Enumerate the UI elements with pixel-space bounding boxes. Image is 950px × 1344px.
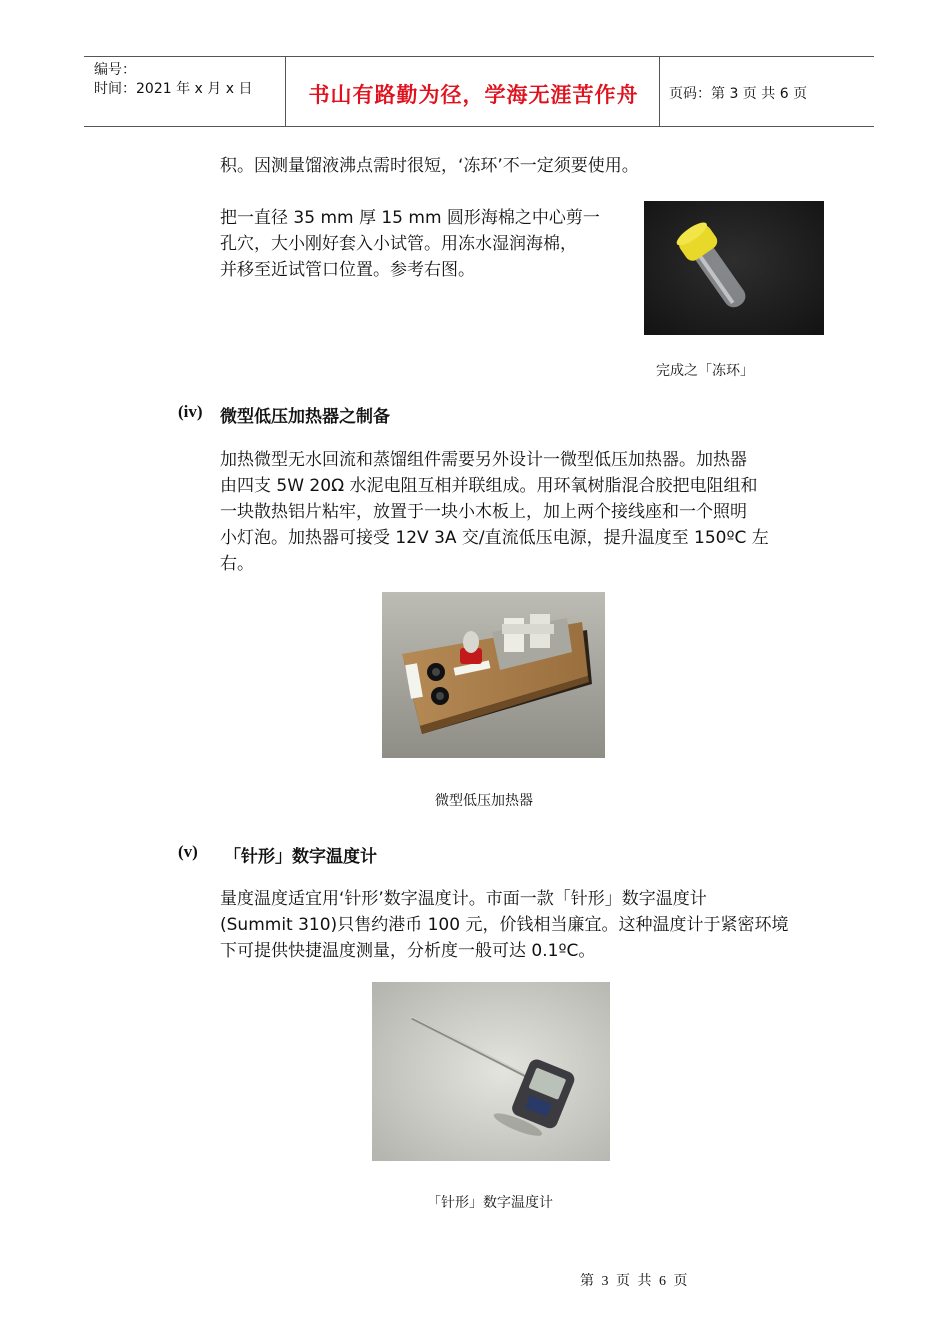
section-title: 「针形」数字温度计: [224, 847, 377, 867]
paragraph-line: 孔穴，大小刚好套入小试管。用冻水湿润海棉，: [220, 234, 577, 254]
header-divider: [285, 57, 286, 126]
heater-caption: 微型低压加热器: [435, 793, 533, 809]
sponge-paragraph: [220, 205, 640, 283]
header-page-info: 页码：第 3 页 共 6 页: [669, 86, 808, 102]
header-time-label: 时间：2021 年 x 月 x 日: [94, 81, 253, 97]
paragraph-line: 右。: [220, 554, 254, 574]
thermometer-photo: [372, 982, 610, 1161]
page-header: [84, 56, 874, 127]
paragraph-line: 量度温度适宜用‘针形’数字温度计。市面一款「针形」数字温度计: [220, 889, 707, 909]
paragraph-line: 并移至近试管口位置。参考右图。: [220, 260, 475, 280]
header-number-label: 编号：: [94, 62, 136, 78]
paragraph-line: 一块散热铝片粘牢，放置于一块小木板上，加上两个接线座和一个照明: [220, 502, 747, 522]
thermometer-paragraph: [220, 886, 832, 964]
header-motto: 书山有路勤为径，学海无涯苦作舟: [308, 83, 639, 107]
page-footer: 第 3 页 共 6 页: [580, 1274, 690, 1289]
section-number: (iv): [178, 402, 203, 421]
paragraph-line: 小灯泡。加热器可接受 12V 3A 交/直流低压电源，提升温度至 150ºC 左: [220, 528, 769, 548]
thermometer-caption: 「针形」数字温度计: [427, 1195, 553, 1211]
paragraph-line: 由四支 5W 20Ω 水泥电阻互相并联组成。用环氧树脂混合胶把电阻组和: [220, 476, 758, 496]
paragraph-line: 加热微型无水回流和蒸馏组件需要另外设计一微型低压加热器。加热器: [220, 450, 747, 470]
intro-line: 积。因测量馏液沸点需时很短，‘冻环’不一定须要使用。: [220, 156, 639, 176]
heater-photo: [382, 592, 605, 758]
paragraph-line: (Summit 310)只售约港币 100 元，价钱相当廉宜。这种温度计于紧密环境: [220, 915, 789, 935]
heater-paragraph: [220, 447, 832, 577]
freeze-ring-caption: 完成之「冻环」: [656, 363, 754, 379]
section-title: 微型低压加热器之制备: [220, 407, 390, 427]
section-number: (v): [178, 842, 198, 861]
header-meta: [94, 61, 252, 99]
paragraph-line: 下可提供快捷温度测量，分析度一般可达 0.1ºC。: [220, 941, 596, 961]
freeze-ring-photo: [644, 201, 824, 335]
paragraph-line: 把一直径 35 mm 厚 15 mm 圆形海棉之中心剪一: [220, 208, 600, 228]
